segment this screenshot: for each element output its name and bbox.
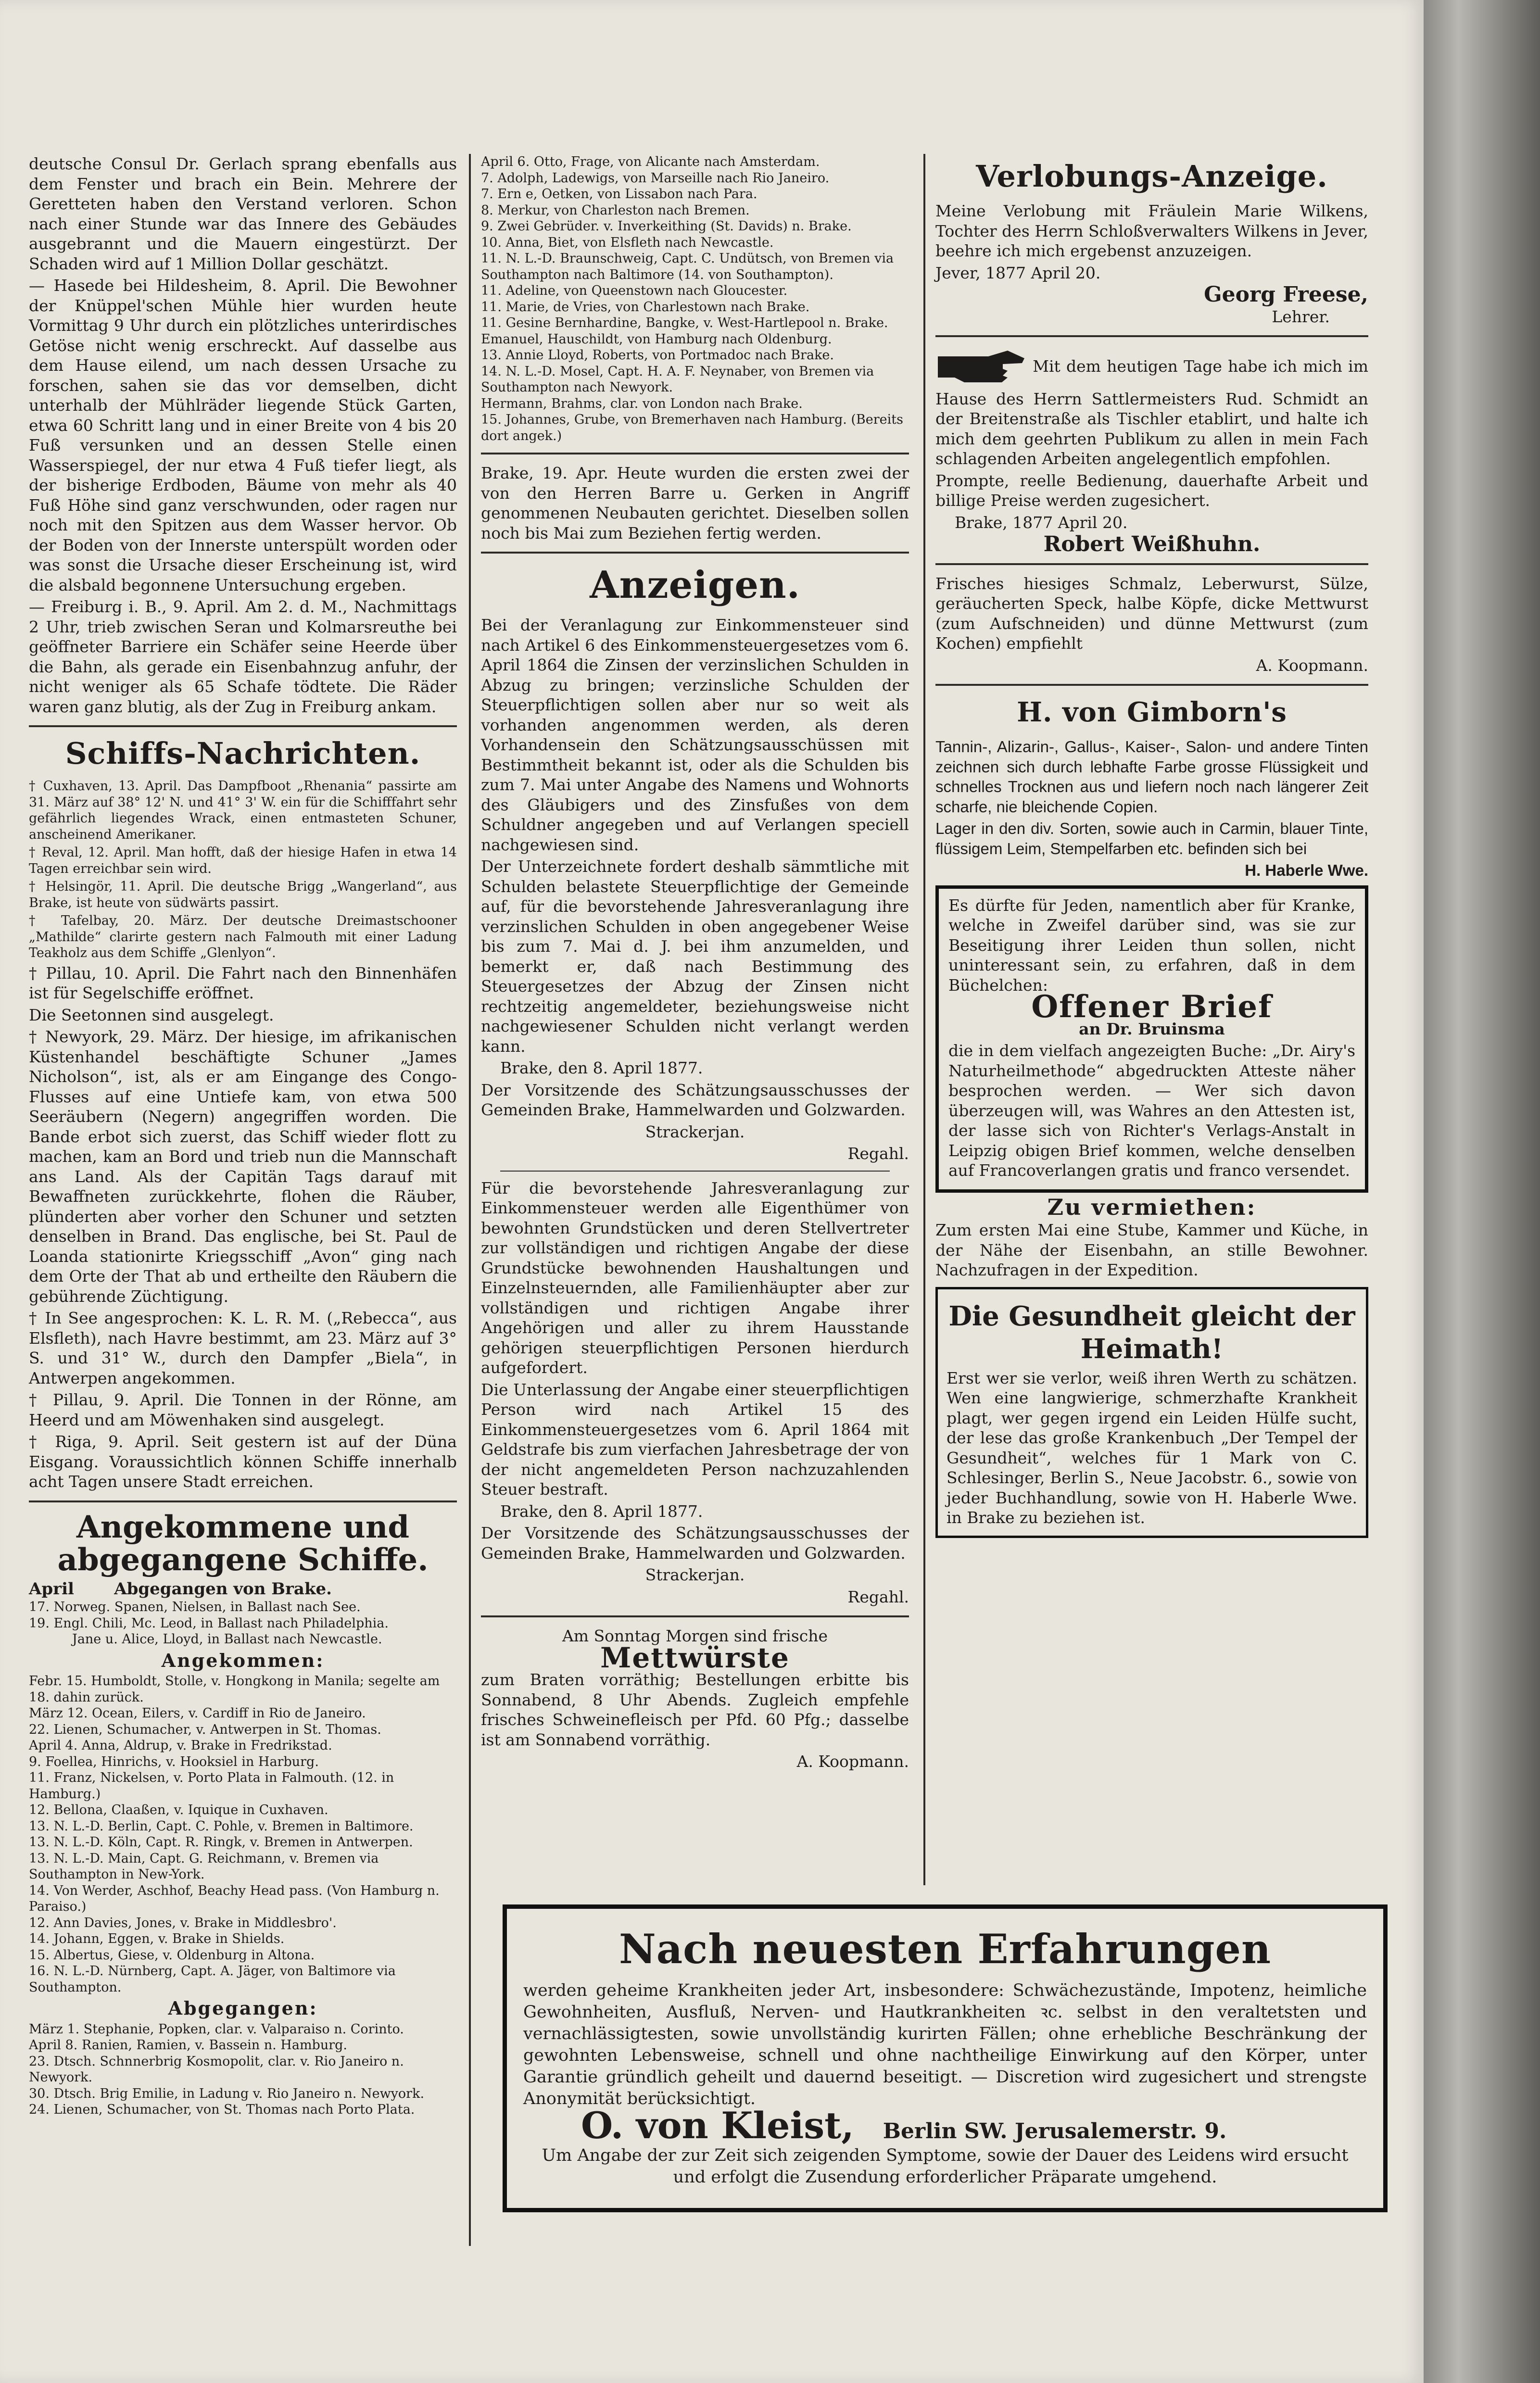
lard-signature: A. Koopmann. xyxy=(1256,656,1368,675)
list-item: 11. N. L.-D. Braunschweig, Capt. C. Undütsch, von Bremen via Southampton nach Baltimore (14. von Southampton). xyxy=(481,251,894,282)
tax-notice-3: Für die bevorstehende Jahresveranlagung zur Einkommensteuer werden alle Eigenthümer von bewohnten Grundstücken und deren Stellvertreter zur vollständigen und richtigen Angabe der diese Grundstücke bewohnenden Haushaltungen und Einzelnsteuernden, alle Familienhäupter aber zur vollständigen und richtigen Angabe ihrer Angehörigen und aller zu ihrem Hausstande gehörigen steuerpflichtigen Personen hierdurch aufgefordert. xyxy=(481,1178,909,1377)
open-letter-ad xyxy=(935,885,1368,1193)
mett-text: zum Braten vorräthig; Bestellungen erbitte bis Sonnabend, 8 Uhr Abends. Zugleich empfehle frisches Schweinefleisch per Pfd. 60 Pfg.; dasselbe ist am Sonnabend vorräthig. xyxy=(481,1670,909,1749)
list-item: Emanuel, Hauschildt, von Hamburg nach Oldenburg. xyxy=(481,331,832,347)
divider xyxy=(500,1171,890,1172)
divider xyxy=(29,1500,457,1502)
bottom-address: Berlin SW. Jerusalemerstr. 9. xyxy=(883,2119,1227,2143)
departed-list xyxy=(29,2021,457,2118)
list-item: 17. Norweg. Spanen, Nielsen, in Ballast nach See. xyxy=(29,1600,361,1614)
list-item: 14. Von Werder, Aschhof, Beachy Head pass. (Von Hamburg n. Paraiso.) xyxy=(29,1883,440,1914)
list-item: 11. Adeline, von Queenstown nach Gloucester. xyxy=(481,283,788,298)
arrivals-subheader xyxy=(29,1579,457,1600)
list-item: 24. Lienen, Schumacher, von St. Thomas nach Porto Plata. xyxy=(29,2102,415,2117)
list-item: 7. Ern e, Oetken, von Lissabon nach Para. xyxy=(481,187,757,202)
health-text: Erst wer sie verlor, weiß ihren Werth zu schätzen. Wen eine langwierige, schmerzhafte Krankheit plagt, wer gegen irgend ein Leiden Hülfe sucht, der lese das große Krankenbuch „Der Tempel der Gesundheit“, welches für 1 Mark von C. Schlesinger, Berlin S., Neue Jacobstr. 6., sowie von jeder Buchhandlung, sowie von H. Haberle Wwe. in Brake zu beziehen ist. xyxy=(947,1368,1357,1527)
carpenter-text-body: Mit dem heutigen Tage habe ich mich im Hause des Herrn Sattlermeisters Rud. Schmidt an der Breitenstraße als Tischler etablirt, und halte ich mich dem geehrten Publikum zu allen in mein Fach schlagenden Arbeiten angelegentlich empfohlen. xyxy=(935,356,1368,468)
divider xyxy=(481,1615,909,1617)
gimborn-text: Tannin-, Alizarin-, Gallus-, Kaiser-, Salon- und andere Tinten zeichnen sich durch lebhafte Farbe grosse Flüssigkeit und schnelles Trocknen aus und liefern noch nach längerer Zeit scharfe, nie bleichende Copien. xyxy=(935,738,1368,816)
gimborn-signature: H. Haberle Wwe. xyxy=(1245,861,1368,879)
list-item: April 6. Otto, Frage, von Alicante nach Amsterdam. xyxy=(481,154,820,169)
bottom-name-row xyxy=(581,2104,1367,2147)
pointing-hand-icon xyxy=(935,346,1027,389)
list-item: 8. Merkur, von Charleston nach Bremen. xyxy=(481,202,750,218)
mett-title: Mettwürste xyxy=(600,1641,790,1674)
list-item: Hermann, Brahms, clar. von London nach Brake. xyxy=(481,396,803,411)
tax-signature-2: Der Vorsitzende des Schätzungsausschusses der Gemeinden Brake, Hammelwarden und Golzwarden. xyxy=(481,1524,909,1563)
list-item: 13. N. L.-D. Berlin, Capt. C. Pohle, v. Bremen in Baltimore. xyxy=(29,1818,414,1834)
carpenter-name: Robert Weißhuhn. xyxy=(1043,532,1261,556)
list-item: 12. Ann Davies, Jones, v. Brake in Middlesbro'. xyxy=(29,1915,337,1930)
arrivals-heading: Angekommene und abgegangene Schiffe. xyxy=(57,1509,429,1578)
column-1 xyxy=(29,154,457,2118)
open-letter-title: Offener Brief xyxy=(1031,989,1273,1025)
health-heading: Die Gesundheit gleicht der Heimath! xyxy=(948,1300,1355,1365)
ship-news-item: † Reval, 12. April. Man hofft, daß der hiesige Hafen in etwa 14 Tagen erreichbar sein wird. xyxy=(29,845,457,876)
list-item: 15. Johannes, Grube, von Bremerhaven nach Hamburg. (Bereits dort angek.) xyxy=(481,412,903,443)
gimborn-text-2: Lager in den div. Sorten, sowie auch in Carmin, blauer Tinte, flüssigem Leim, Stempelfarben etc. befinden sich bei xyxy=(935,820,1368,857)
list-item: 15. Albertus, Giese, v. Oldenburg in Altona. xyxy=(29,1947,315,1963)
list-item: 9. Zwei Gebrüder. v. Inverkeithing (St. Davids) n. Brake. xyxy=(481,219,852,234)
mett-signature: A. Koopmann. xyxy=(796,1752,909,1771)
ship-news-item: † In See angesprochen: K. L. R. M. („Rebecca“, aus Elsfleth), nach Havre bestimmt, am 23. März auf 3° S. und 31° W., durch den Dampfer „Biela“, in Antwerpen angekommen. xyxy=(29,1309,457,1387)
to-let-text: Zum ersten Mai eine Stube, Kammer und Küche, in der Nähe der Eisenbahn, an stille Bewohner. Nachzufragen in der Expedition. xyxy=(935,1221,1368,1279)
departed-brake-label: Abgegangen von Brake. xyxy=(114,1579,332,1599)
health-ad xyxy=(935,1287,1368,1538)
list-item: Jane u. Alice, Lloyd, in Ballast nach Newcastle. xyxy=(72,1632,382,1647)
departed-heading: Abgegangen: xyxy=(168,1997,318,2019)
brake-local-news: Brake, 19. Apr. Heute wurden die ersten zwei der von den Herren Barre u. Gerken in Angriff genommenen Neubauten gerichtet. Dieselben sollen noch bis Mai zum Beziehen fertig werden. xyxy=(481,464,909,542)
tax-regahl-1: Regahl. xyxy=(847,1144,909,1163)
article-fire-continued: deutsche Consul Dr. Gerlach sprang ebenfalls aus dem Fenster und brach ein Bein. Mehrere der Geretteten haben den Verstand verloren. Schon nach einer Stunde war das Innere des Gebäudes ausgebrannt und die Mauern eingestürzt. Der Schaden wird auf 1 Million Dollar geschätzt. xyxy=(29,154,457,273)
list-item: 23. Dtsch. Schnnerbrig Kosmopolit, clar. v. Rio Janeiro n. Newyork. xyxy=(29,2054,404,2085)
divider xyxy=(935,563,1368,565)
article-freiburg: — Freiburg i. B., 9. April. Am 2. d. M., Nachmittags 2 Uhr, trieb zwischen Seran und Kolmarsreuthe bei geöffneter Barriere ein Schäfer seine Heerde über die Bahn, als gerade ein Eisenbahnzug anfuhr, der nicht weniger als 65 Schafe tödtete. Die Räder waren ganz blutig, als der Zug in Freiburg ankam. xyxy=(29,597,457,716)
column-3 xyxy=(935,154,1368,1545)
bottom-heading: Nach neuesten Erfahrungen xyxy=(619,1925,1272,1973)
list-item: 11. Marie, de Vries, von Charlestown nach Brake. xyxy=(481,299,810,315)
list-item: Febr. 15. Humboldt, Stolle, v. Hongkong in Manila; segelte am 18. dahin zurück. xyxy=(29,1674,440,1705)
column-rule xyxy=(469,154,471,2246)
engagement-name: Georg Freese, xyxy=(1204,282,1368,307)
list-item: 11. Gesine Bernhardine, Bangke, v. West-Hartlepool n. Brake. xyxy=(481,315,888,330)
tax-name-2: Strackerjan. xyxy=(645,1565,745,1584)
list-item: 13. N. L.-D. Köln, Capt. R. Ringk, v. Bremen in Antwerpen. xyxy=(29,1835,413,1850)
list-item: 30. Dtsch. Brig Emilie, in Ladung v. Rio Janeiro n. Newyork. xyxy=(29,2086,425,2101)
list-item: 13. N. L.-D. Main, Capt. G. Reichmann, v. Bremen via Southampton in New-York. xyxy=(29,1851,379,1882)
list-item: 12. Bellona, Claaßen, v. Iquique in Cuxhaven. xyxy=(29,1803,328,1817)
article-hasede: — Hasede bei Hildesheim, 8. April. Die Bewohner der Knüppel'schen Mühle hier wurden heute Vormittag 9 Uhr durch ein plötzliches unterirdisches Getöse nicht wenig erschreckt. Auf dasselbe aus dem Hause eilend, um nach dessen Ursache zu forschen, sahen sie das vor demselben, dicht unterhalb der Mühlräder liegende Stück Garten, etwa 60 Schritt lang und in einer Breite von 4 bis 20 Fuß versunken und an dessen Stelle einen Wasserspiegel, der nur etwa 4 Fuß tiefer liegt, als der bisherige Erdboden, Bäume von mehr als 40 Fuß Höhe sind ganz verschwunden, oder ragen nur noch mit den Spitzen aus dem Wasser hervor. Ob der Boden von der Innerste unterspült worden oder was sonst die Ursache dieser Erscheinung ist, wird die alsbald begonnene Untersuchung ergeben. xyxy=(29,276,457,594)
list-item: März 1. Stephanie, Popken, clar. v. Valparaiso n. Corinto. xyxy=(29,2021,404,2037)
engagement-title: Lehrer. xyxy=(1272,307,1330,326)
engagement-date: Jever, 1877 April 20. xyxy=(935,263,1101,282)
open-letter-intro: Es dürfte für Jeden, namentlich aber für Kranke, welche in Zweifel darüber sind, was sie zur Beseitigung ihrer Leiden thun sollen, nicht uninteressant sein, zu erfahren, daß in dem Büchelchen: xyxy=(948,895,1355,995)
column-rule xyxy=(923,154,925,1885)
divider xyxy=(29,725,457,727)
list-item: 11. Franz, Nickelsen, v. Porto Plata in Falmouth. (12. in Hamburg.) xyxy=(29,1770,394,1802)
arrivals-month-label: April xyxy=(29,1579,74,1599)
carpenter-date: Brake, 1877 April 20. xyxy=(955,513,1128,532)
tax-notice-1: Bei der Veranlagung zur Einkommensteuer sind nach Artikel 6 des Einkommensteuergesetzes vom 6. April 1864 die Zinsen der verzinslichen Schulden in Abzug zu bringen; verzinsliche Schulden der Steuerpflichtigen sollen aber nur so weit als vorhanden angenommen werden, als deren Vorhandensein den Schätzungsausschüssen mit Bestimmtheit bekannt ist, oder als die Schulden bis zum 7. Mai unter Angabe des Namens und Wohnorts des Gläubigers und des Zinsfußes von dem Schuldner angegeben und auf Verlangen speciell nachgewiesen sind. xyxy=(481,616,909,854)
tax-notice-2: Der Unterzeichnete fordert deshalb sämmtliche mit Schulden belastete Steuerpflichtige der Gemeinde auf, für die bevorstehende Jahresveranlagung ihre verzinslichen Schulden in oben angegebener Weise bis zum 7. Mai d. J. bei ihm anzumelden, und bemerkt er, daß nach Bestimmung des Steuergesetzes der Abzug der Zinsen nicht rechtzeitig angemeldeter, beziehungsweise nicht nachgewiesener Schulden nicht verlangt werden kann. xyxy=(481,857,909,1056)
list-item: 9. Foellea, Hinrichs, v. Hooksiel in Harburg. xyxy=(29,1754,319,1769)
ship-news-list xyxy=(29,778,457,961)
list-item: 7. Adolph, Ladewigs, von Marseille nach Rio Janeiro. xyxy=(481,170,830,186)
bottom-footer: Um Angabe der zur Zeit sich zeigenden Symptome, sowie der Dauer des Leidens wird ersucht und erfolgt die Zusendung erforderlicher Präparate umgehend. xyxy=(542,2146,1349,2187)
engagement-text: Meine Verlobung mit Fräulein Marie Wilkens, Tochter des Herrn Schloßverwalters Wilkens in Jever, beehre ich mich ergebenst anzuzeigen. xyxy=(935,202,1368,260)
tax-notice-4: Die Unterlassung der Angabe einer steuerpflichtigen Person wird nach Artikel 15 des Einkommensteuergesetzes vom 6. April 1864 mit Geldstrafe bis zum vierfachen Jahresbetrage der von der nicht angemeldeten Person nachzuzahlenden Steuer bestraft. xyxy=(481,1380,909,1499)
tax-signature-1: Der Vorsitzende des Schätzungsausschusses der Gemeinden Brake, Hammelwarden und Golzwarden. xyxy=(481,1080,909,1119)
list-item: April 8. Ranien, Ramien, v. Bassein n. Hamburg. xyxy=(29,2038,348,2053)
ads-heading: Anzeigen. xyxy=(590,563,800,607)
list-item: 19. Engl. Chili, Mc. Leod, in Ballast nach Philadelphia. xyxy=(29,1615,389,1631)
tax-name-1: Strackerjan. xyxy=(645,1122,745,1141)
ship-news-item: † Tafelbay, 20. März. Der deutsche Dreimastschooner „Mathilde“ clarirte gestern nach Falmouth mit einer Ladung Teakholz aus dem Schiffe „Glenlyon“. xyxy=(29,913,457,960)
carpenter-text xyxy=(935,346,1368,469)
mett-intro: Am Sonntag Morgen sind frische xyxy=(562,1626,828,1645)
bottom-text: werden geheime Krankheiten jeder Art, insbesondere: Schwächezustände, Impotenz, heimliche Gewohnheiten, Ausfluß, Nerven- und Hautkrankheiten ꝛc. selbst in den veraltetsten und vernachlässigtesten, sowie unvollständig kurirten Fällen; ohne erhebliche Beschränkung der gewohnten Lebensweise, schnell und ohne nachtheilige Einwirkung auf den Körper, unter Garantie gründlich geheilt und dauernd beseitigt. — Discretion wird zugesichert und strengste Anonymität berücksichtigt. xyxy=(523,1981,1367,2108)
divider xyxy=(935,335,1368,337)
ship-news-item: † Pillau, 10. April. Die Fahrt nach den Binnenhäfen ist für Segelschiffe eröffnet. xyxy=(29,963,457,1002)
list-item: 14. N. L.-D. Mosel, Capt. H. A. F. Neynaber, von Bremen via Southampton nach Newyork. xyxy=(481,364,874,395)
tax-date-2: Brake, den 8. April 1877. xyxy=(500,1501,703,1521)
to-let-heading: Zu vermiethen: xyxy=(1047,1194,1257,1220)
tax-regahl-2: Regahl. xyxy=(847,1587,909,1606)
column-2 xyxy=(481,154,909,1774)
bottom-name: O. von Kleist, xyxy=(581,2104,854,2147)
arrived-list xyxy=(29,1673,457,1995)
divider xyxy=(481,453,909,454)
list-item: März 12. Ocean, Eilers, v. Cardiff in Rio de Janeiro. xyxy=(29,1706,366,1721)
arrived-heading: Angekommen: xyxy=(161,1649,325,1671)
list-item: 16. N. L.-D. Nürnberg, Capt. A. Jäger, von Baltimore via Southampton. xyxy=(29,1964,396,1995)
departed-brake-list xyxy=(29,1599,457,1648)
tax-date-1: Brake, den 8. April 1877. xyxy=(500,1059,703,1077)
ship-news-item: † Cuxhaven, 13. April. Das Dampfboot „Rhenania“ passirte am 31. März auf 38° 12' N. und 41° 3' W. ein für die Schifffahrt sehr gefährlich liegendes Wrack, einen entmasteten Schuner, anscheinend Amerikaner. xyxy=(29,779,457,842)
ship-news-item: † Helsingör, 11. April. Die deutsche Brigg „Wangerland“, aus Brake, ist heute von südwärts passirt. xyxy=(29,879,457,910)
ship-news-item: † Newyork, 29. März. Der hiesige, im afrikanischen Küstenhandel beschäftigte Schuner „James Nicholson“, ist, als er am Eingange des Congo-Flusses auf eine Untiefe kam, von etwa 500 Seeräubern (Negern) angegriffen worden. Die Bande erbot sich zuerst, das Schiff wieder flott zu machen, kam an Bord und trieb nun die Mannschaft ans Land. Als der Capitän Tags darauf mit Bewaffneten zurückkehrte, flohen die Räuber, plünderten aber vorher den Schuner und setzten denselben in Brand. Das englische, bei St. Paul de Loanda stationirte Kriegsschiff „Avon“ ging nach dem Orte der That ab und ertheilte den Räubern die gebührende Züchtigung. xyxy=(29,1027,457,1306)
ship-news-item: † Riga, 9. April. Seit gestern ist auf der Düna Eisgang. Voraussichtlich können Schiffe innerhalb acht Tagen unsere Stadt erreichen. xyxy=(29,1432,457,1491)
ship-news-heading: Schiffs-Nachrichten. xyxy=(65,736,421,771)
open-letter-text: die in dem vielfach angezeigten Buche: „Dr. Airy's Naturheilmethode“ abgedruckten Atteste näher besprochen werden. — Wer sich davon überzeugen will, was Wahres an den Attesten ist, der lasse sich von Richter's Verlags-Anstalt in Leipzig obigen Brief kommen, welche denselben auf Francoverlangen gratis und franco versendet. xyxy=(948,1041,1355,1180)
divider xyxy=(935,684,1368,686)
open-letter-recipient: an Dr. Bruinsma xyxy=(1079,1019,1225,1038)
list-item: April 4. Anna, Aldrup, v. Brake in Fredrikstad. xyxy=(29,1738,332,1753)
divider xyxy=(481,552,909,554)
list-item: 10. Anna, Biet, von Elsfleth nach Newcastle. xyxy=(481,235,774,250)
ship-news-item: Die Seetonnen sind ausgelegt. xyxy=(29,1005,274,1024)
list-item: 22. Lienen, Schumacher, v. Antwerpen in St. Thomas. xyxy=(29,1722,381,1737)
ship-news-item: † Pillau, 9. April. Die Tonnen in der Rönne, am Heerd und am Möwenhaken sind ausgelegt. xyxy=(29,1390,457,1429)
list-item: 13. Annie Lloyd, Roberts, von Portmadoc nach Brake. xyxy=(481,348,834,363)
lard-text: Frisches hiesiges Schmalz, Leberwurst, Sülze, geräucherten Speck, halbe Köpfe, dicke Mettwurst (zum Aufschneiden) und dünne Mettwurst (zum Kochen) empfiehlt xyxy=(935,574,1368,653)
engagement-heading: Verlobungs-Anzeige. xyxy=(976,159,1328,194)
carpenter-text-2: Prompte, reelle Bedienung, dauerhafte Arbeit und billige Preise werden zugesichert. xyxy=(935,471,1368,510)
gimborn-heading: H. von Gimborn's xyxy=(1017,696,1287,728)
book-edge xyxy=(1424,0,1540,2383)
list-item: 14. Johann, Eggen, v. Brake in Shields. xyxy=(29,1931,285,1946)
ship-list-continued xyxy=(481,154,909,444)
bottom-advertisement xyxy=(503,1904,1388,2212)
